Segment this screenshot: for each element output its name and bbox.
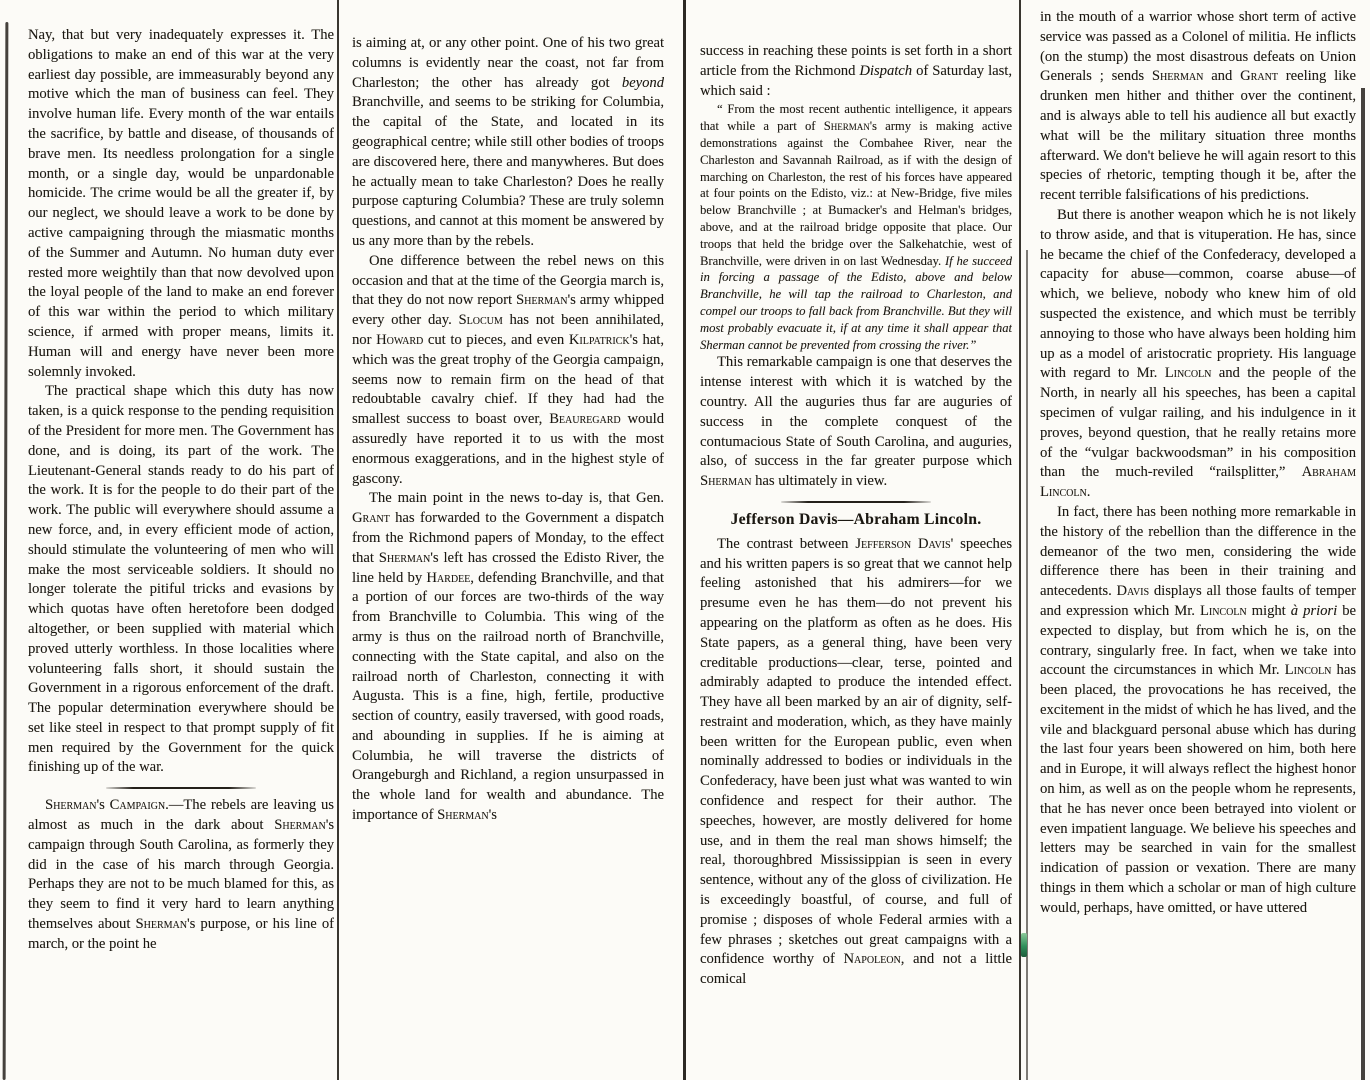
article-paragraph: In fact, there has been nothing more remarkable in the history of the rebellion than the difference in the demeanor of the two men, considering the wide difference there has been in their training and antecedents. Davis displays all those faults of temper and expression which Mr. Lincoln might à priori be expected to display, but from which he is, on the contrary, singularly free. In fact, when we take into account the circumstances in which Mr. Lincoln has been placed, the provocations he has received, the excitement in the midst of which he has lived, and the vile and blackguard personal abuse which has during the last four years been showered on him, both here and in Europe, it will always reflect the highest honor on him, as well as on the people whom he represents, that he has never once been betrayed into violent or even impatient language. We believe his speeches and letters may be searched in vain for the smallest indication of passion or vexation. There are many things in them which a scholar or man of high culture would, perhaps, have omitted, or have uttered (1040, 503, 1356, 916)
article-paragraph: is aiming at, or any other point. One of his two great columns is evidently near the coast, not far from Charleston; the other has already got beyond Branchville, and seems to be striking for Columbia, the capital of the State, and located in its geographical centre; while still other bodies of troops are discovered here, there and manywheres. But does he actually mean to take Charleston? Does he really purpose capturing Columbia? These are truly solemn questions, and cannot at this moment be answered by us any more than by the rebels. (352, 35, 664, 249)
article-paragraph: success in reaching these points is set forth in a short article from the Richmond Dispatch of Saturday last, which said : (700, 43, 1012, 99)
scan-artifact-green-speck (1021, 933, 1027, 957)
scan-edge-line-right (1361, 88, 1365, 1080)
article-paragraph: This remarkable campaign is one that deserves the intense interest with which it is watched by the country. All the auguries thus far are auguries of success in the complete conquest of the contumacious State of South Carolina, and auguries, also, of success in the far greater purpose which Sherman has ultimately in view. (700, 354, 1012, 490)
newspaper-column-2 (352, 34, 664, 1080)
article-paragraph: The practical shape which this duty has now taken, is a quick response to the pending requisition of the President for more men. The Government has done, and is doing, its part of the work. The Lieutenant-General stands ready to do his part of the work. It is for the people to do their part of the work. The public will everywhere should assume a new force, and, in every efficient mode of action, should stimulate the volunteering of men who will make the most serviceable soldiers. It should no longer tolerate the pitiful tricks and evasions by which quotas have often heretofore been dodged altogether, or been supplied with material which proved utterly worthless. In those localities where volunteering falls short, it should sustain the Government in a rigorous enforcement of the draft. The popular determination everywhere should be set like steel in respect to that prompt supply of fit men required by the Government for the quick finishing up of the war. (28, 383, 334, 776)
section-divider-rule (106, 787, 256, 789)
article-heading: Jefferson Davis—Abraham Lincoln. (730, 510, 982, 528)
newspaper-column-3 (700, 42, 1012, 1080)
article-paragraph: But there is another weapon which he is not likely to throw aside, and that is vituperation. He has, since he became the chief of the Confederacy, developed a capacity for abuse—common, coarse abuse—of which, we believe, nobody who knew him of old suspected the existence, and which must be terribly annoying to those who have always been holding him up as a model of aristocratic propriety. His language with regard to Mr. Lincoln and the people of the North, in nearly all his speeches, has been a capital specimen of vulgar railing, and his indulgence in it proves, beyond question, that he really retains more of the “vulgar backwoodsman” in his composition than the much-reviled “railsplitter,” Abraham Lincoln. (1040, 206, 1356, 501)
article-paragraph: The main point in the news to-day is, that Gen. Grant has forwarded to the Government a dispatch from the Richmond papers of Monday, to the effect that Sherman's left has crossed the Edisto River, the line held by Hardee, defending Branchville, and that a portion of our forces are two-thirds of the way from Branchville to Columbia. This wing of the army is thus on the railroad north of Branchville, connecting with the State capital, and also on the railroad north of Charleston, connecting it with Augusta. This is a fine, high, fertile, productive section of country, easily traversed, with good roads, and abounding in supplies. If he is aiming at Columbia, he will traverse the districts of Orangeburgh and Richland, a region unsurpassed in the whole land for wealth and abundance. The importance of Sherman's (352, 490, 664, 824)
column-divider-rule-1 (337, 0, 339, 1080)
column-divider-rule-2 (683, 0, 686, 1080)
scan-edge-line-left (3, 22, 9, 1080)
article-paragraph: Sherman's Campaign.—The rebels are leaving us almost as much in the dark about Sherman's campaign through South Carolina, as formerly they did in the case of his march through Georgia. Perhaps they are not to be much blamed for this, as they seem to find it very hard to learn anything themselves about Sherman's purpose, or his line of march, or the point he (28, 797, 334, 952)
article-paragraph: Nay, that but very inadequately expresses it. The obligations to make an end of this war at the very earliest day possible, are immeasurably beyond any motive which the man of business can feel. They involve human life. Every month of the war entails the sacrifice, by battle and disease, of thousands of brave men. Its needless prolongation for a single month, or a single day, would be unpardonable homicide. The crime would be all the greater if, by our neglect, we should leave a work to be done by active campaigning through the miasmatic months of the Summer and Autumn. No human duty ever rested more weightily than that now devolved upon the loyal people of the land to make an end forever of this war within the period to which military science, if armed with proper means, limits it. Human will and energy have never been more solemnly invoked. (28, 27, 334, 380)
article-paragraph: The contrast between Jefferson Davis' speeches and his written papers is so great that we cannot help feeling astonished that his admirers—for we presume even he has them—do not prevent his appearing on the platform as often as he does. His State papers, as a general thing, have been very creditable productions—clear, terse, pointed and admirably adapted to produce the intended effect. They have all been marked by an air of dignity, self-restraint and moderation, which, as they have mainly been written for the European public, even when nominally addressed to bodies or individuals in the Confederacy, have been just what was wanted to win confidence and respect for their author. The speeches, however, are mostly delivered for home use, and in them the real man shows himself; the real, thoroughbred Mississippian is seen in every sentence, without any of the gloss of civilization. He is exceedingly boastful, of course, and full of promise ; disposes of whole Federal armies with a few phrases ; sketches out great campaigns with a confidence worthy of Napoleon, and not a little comical (700, 535, 1012, 988)
column-divider-rule-3 (1019, 0, 1021, 1080)
article-paragraph: One difference between the rebel news on this occasion and that at the time of the Georgia march is, that they do not now report Sherman's army whipped every other day. Slocum has not been annihilated, nor Howard cut to pieces, and even Kilpatrick's hat, which was the great trophy of the Georgia campaign, seems now to remain firm on the head of that redoubtable cavalry chief. If they had had the smallest success to boast over, Beauregard would assuredly have reported it to us with the most enormous exaggerations, and in the highest style of gascony. (352, 252, 664, 487)
quoted-dispatch-paragraph: “ From the most recent authentic intelligence, it appears that while a part of Sherman's army is making active demonstrations against the Combahee River, near the Charleston and Savannah Railroad, as if with the design of marching on Charleston, the rest of his forces have appeared at four points on the Edisto, viz.: at New-Bridge, five miles below Branchville ; at Bumacker's and Helman's bridges, above, and at the railroad bridge opposite that place. Our troops that held the bridge over the Salkehatchie, west of Branchville, were driven in on last Wednesday. If he succeed in forcing a passage of the Edisto, above and below Branchville, he will tap the railroad to Charleston, and compel our troops to fall back from Branchville. But they will most probably evacuate it, if at any time it shall appear that Sherman cannot be prevented from crossing the river.” (700, 102, 1012, 352)
newspaper-column-1 (28, 26, 334, 1080)
section-divider-rule (781, 501, 931, 503)
newspaper-column-4 (1040, 8, 1356, 1080)
article-paragraph: in the mouth of a warrior whose short term of active service was passed as a Colonel of militia. He inflicts (on the stump) the most disastrous defeats on Union Generals ; sends Sherman and Grant reeling like drunken men hither and thither over the continent, and is always able to tell his audience all but exactly what will be the military situation three months afterward. We don't believe he will again resort to this species of rhetoric, tempting though it be, after the recent terrible falsifications of his predictions. (1040, 9, 1356, 204)
